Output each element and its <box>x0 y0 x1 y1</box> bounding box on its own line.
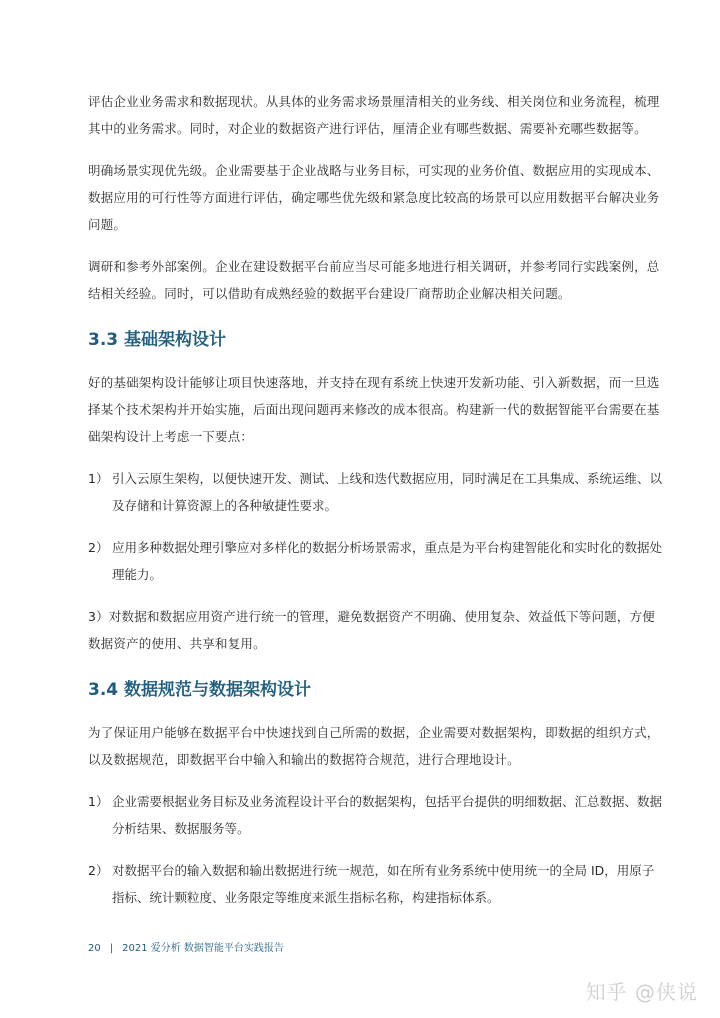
list-item <box>88 465 666 519</box>
section-3-3-intro: 好的基础架构设计能够让项目快速落地，并支持在现有系统上快速开发新功能、引入新数据，而一旦选择某个技术架构并开始实施，后面出现问题再来修改的成本很高。构建新一代的数据智能平台需要在基础架构设计上考虑一下要点： <box>88 375 660 444</box>
watermark: 知乎 @侠说 <box>585 980 698 1004</box>
list-item <box>88 788 666 842</box>
list-item <box>88 534 666 588</box>
list-item-number: 1） <box>88 471 109 486</box>
page-number: 20 <box>88 943 101 954</box>
list-item-number: 2） <box>88 863 109 878</box>
page-footer <box>88 939 284 954</box>
section-3-4-intro: 为了保证用户能够在数据平台中快速找到自己所需的数据，企业需要对数据架构，即数据的组织方式，以及数据规范，即数据平台中输入和输出的数据符合规范，进行合理地设计。 <box>88 725 660 767</box>
list-item-number: 1） <box>88 794 109 809</box>
document-body <box>88 88 666 926</box>
list-item <box>88 857 666 911</box>
list-item-3: 3）对数据和数据应用资产进行统一的管理，避免数据资产不明确、使用复杂、效益低下等问题，方便数据资产的使用、共享和复用。 <box>88 609 655 651</box>
list-item-text: 对数据平台的输入数据和输出数据进行统一规范，如在所有业务系统中使用统一的全局 ID，用原子指标、统计颗粒度、业务限定等维度来派生指标名称，构建指标体系。 <box>112 863 655 905</box>
paragraph-external-cases: 调研和参考外部案例。企业在建设数据平台前应当尽可能多地进行相关调研，并参考同行实践案例，总结相关经验。同时，可以借助有成熟经验的数据平台建设厂商帮助企业解决相关问题。 <box>88 259 660 301</box>
footer-separator: | <box>109 943 114 954</box>
list-item-number: 2） <box>88 540 109 555</box>
paragraph-business-needs: 评估企业业务需求和数据现状。从具体的业务需求场景厘清相关的业务线、相关岗位和业务流程，梳理其中的业务需求。同时，对企业的数据资产进行评估，厘清企业有哪些数据、需要补充哪些数据等。 <box>88 94 660 136</box>
paragraph-scenario-priority: 明确场景实现优先级。企业需要基于企业战略与业务目标，可实现的业务价值、数据应用的实现成本、数据应用的可行性等方面进行评估，确定哪些优先级和紧急度比较高的场景可以应用数据平台解决业务问题。 <box>88 163 660 232</box>
section-heading-3-3: 3.3 基础架构设计 <box>88 330 227 350</box>
list-item-text: 引入云原生架构，以便快速开发、测试、上线和迭代数据应用，同时满足在工具集成、系统运维、以及存储和计算资源上的各种敏捷性要求。 <box>112 471 663 513</box>
section-heading-3-4: 3.4 数据规范与数据架构设计 <box>88 680 312 700</box>
list-item-text: 企业需要根据业务目标及业务流程设计平台的数据架构，包括平台提供的明细数据、汇总数据、数据分析结果、数据服务等。 <box>112 794 663 836</box>
list-item-text: 应用多种数据处理引擎应对多样化的数据分析场景需求，重点是为平台构建智能化和实时化的数据处理能力。 <box>112 540 663 582</box>
report-title: 2021 爱分析 数据智能平台实践报告 <box>122 943 284 954</box>
